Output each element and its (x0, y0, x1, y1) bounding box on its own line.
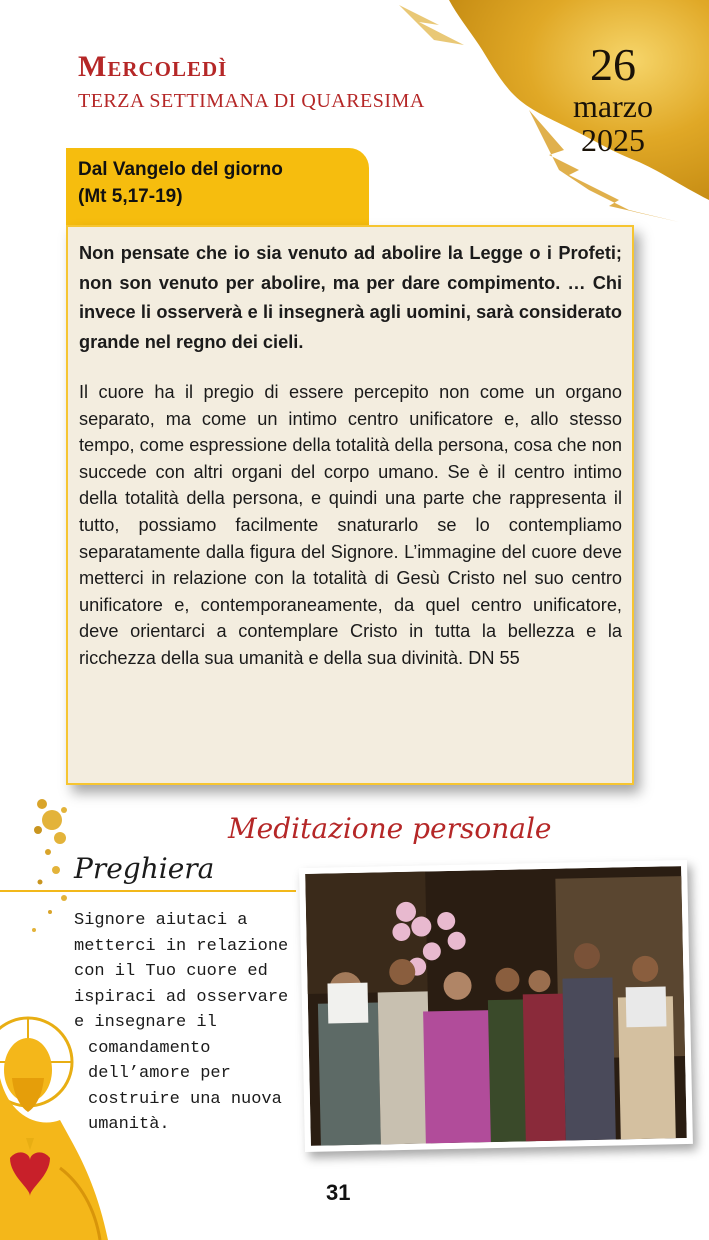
gospel-tab (66, 148, 369, 225)
prayer-line: comandamento (88, 1038, 211, 1058)
meditation-title: Meditazione personale (228, 812, 552, 845)
prayer-line: costruire una nuova (88, 1089, 282, 1109)
day-of-week: Mercoledì (78, 50, 228, 83)
prayer-line: dell’amore per (88, 1064, 231, 1083)
prayer-line: umanità. (88, 1115, 170, 1134)
date-year: 2025 (581, 122, 645, 158)
date-block (548, 40, 678, 158)
prayer-line: Signore aiutaci a (74, 911, 248, 930)
reflection-text: Il cuore ha il pregio di essere percepito non come un organo separato, ma come un intimo centro unificatore e, allo stesso tempo, come espressione della totalità della persona, cosa che non succede con altri organi del corpo umano. Se è il centro intimo della totalità della persona, e quindi una parte che rappresenta il tutto, possiamo facilmente snaturarlo se lo contempliamo separatamente dalla figura del Signore. L’immagine del cuore deve metterci in relazione con la totalità di Gesù Cristo nel suo centro unificatore e, contemporaneamente, da quel centro unificatore, deve orientarci a contemplare Cristo in tutta la bellezza e la ricchezza della sua umanità e della sua divinità. DN 55 (79, 382, 622, 668)
liturgical-week: TERZA SETTIMANA DI QUARESIMA (78, 90, 425, 112)
prayer-line: e insegnare il (74, 1013, 217, 1032)
prayer-line: con il Tuo cuore ed (74, 962, 268, 981)
gospel-tab-title: Dal Vangelo del giorno (78, 159, 283, 180)
date-day: 26 (590, 39, 636, 90)
date-month: marzo (573, 88, 653, 124)
prayer-divider (0, 890, 296, 892)
prayer-line: metterci in relazione (74, 936, 289, 956)
gospel-quote: Non pensate che io sia venuto ad abolire la Legge o i Profeti; non son venuto per abolire, ma per dare compimento. … Chi invece li osserverà e li insegnerà agli uomini, sarà considerato grande nel regno dei cieli. (79, 243, 622, 352)
page-number: 31 (326, 1180, 351, 1205)
community-photo (299, 860, 693, 1152)
sacred-heart-illustration (0, 1008, 110, 1240)
gospel-reference: (Mt 5,17-19) (78, 186, 183, 207)
gospel-card (66, 225, 634, 785)
prayer-title: Preghiera (74, 852, 215, 885)
prayer-line: ispiraci ad osservare (74, 987, 289, 1007)
